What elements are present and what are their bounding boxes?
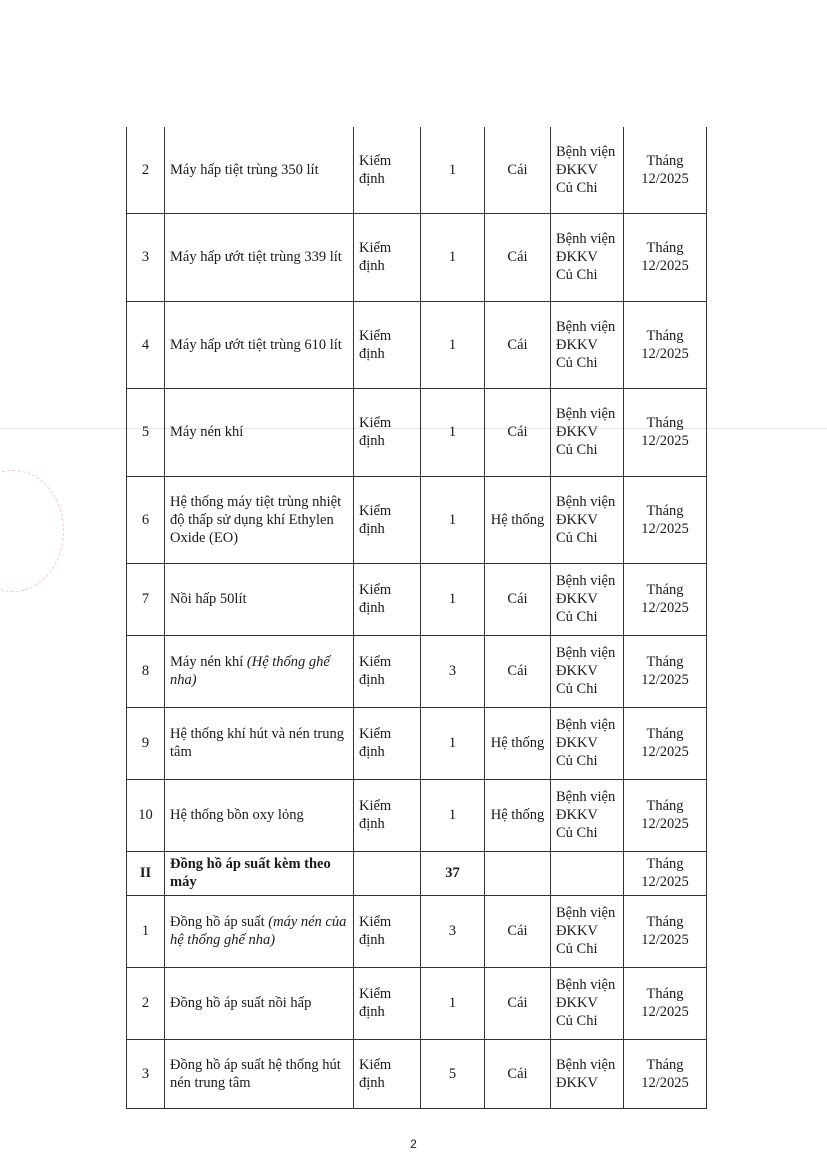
item-name [165, 301, 354, 388]
unit: Cái [485, 895, 551, 967]
schedule-time: Tháng 12/2025 [624, 707, 707, 779]
item-name-text: Máy nén khí [170, 424, 244, 440]
table-row [127, 476, 707, 563]
unit: Hệ thống [485, 707, 551, 779]
item-name [165, 635, 354, 707]
section-time: Tháng 12/2025 [624, 851, 707, 895]
unit: Cái [485, 213, 551, 301]
item-name [165, 707, 354, 779]
schedule-time: Tháng 12/2025 [624, 779, 707, 851]
row-number: 5 [127, 388, 165, 476]
table-row [127, 301, 707, 388]
item-name-text: Máy nén khí [170, 654, 247, 670]
quantity: 5 [421, 1039, 485, 1108]
table-row [127, 967, 707, 1039]
page-number: 2 [410, 1137, 417, 1151]
item-name-text: Máy hấp tiệt trùng 350 lít [170, 161, 319, 178]
location: Bệnh viện ĐKKV Củ Chi [551, 127, 624, 213]
service-type: Kiểm định [354, 967, 421, 1039]
item-name [165, 1039, 354, 1108]
service-type: Kiểm định [354, 563, 421, 635]
schedule-time: Tháng 12/2025 [624, 213, 707, 301]
schedule-time: Tháng 12/2025 [624, 635, 707, 707]
row-number: 1 [127, 895, 165, 967]
table-body [127, 127, 707, 1108]
row-number: 2 [127, 127, 165, 213]
row-number: 9 [127, 707, 165, 779]
service-type: Kiểm định [354, 388, 421, 476]
section-kind-empty [354, 851, 421, 895]
table-row [127, 895, 707, 967]
quantity: 3 [421, 895, 485, 967]
unit: Cái [485, 1039, 551, 1108]
item-name-text: Đồng hồ áp suất hệ thống hút nén trung tâm [170, 1056, 341, 1091]
equipment-table [126, 127, 707, 1109]
schedule-time: Tháng 12/2025 [624, 563, 707, 635]
service-type: Kiểm định [354, 127, 421, 213]
table-row [127, 127, 707, 213]
section-name: Đồng hồ áp suất kèm theo máy [165, 851, 354, 895]
unit: Cái [485, 388, 551, 476]
item-name-text: Nồi hấp 50lít [170, 591, 247, 607]
item-name [165, 127, 354, 213]
row-number: 3 [127, 1039, 165, 1108]
service-type: Kiểm định [354, 301, 421, 388]
quantity: 1 [421, 707, 485, 779]
location: Bệnh viện ĐKKV [551, 1039, 624, 1108]
location: Bệnh viện ĐKKV Củ Chi [551, 707, 624, 779]
item-name [165, 967, 354, 1039]
service-type: Kiểm định [354, 213, 421, 301]
row-number: 3 [127, 213, 165, 301]
location: Bệnh viện ĐKKV Củ Chi [551, 635, 624, 707]
item-name-text: Đồng hồ áp suất nồi hấp [170, 995, 312, 1011]
item-name [165, 563, 354, 635]
table-row [127, 1039, 707, 1108]
schedule-time: Tháng 12/2025 [624, 388, 707, 476]
unit: Cái [485, 127, 551, 213]
item-name [165, 213, 354, 301]
schedule-time: Tháng 12/2025 [624, 967, 707, 1039]
quantity: 1 [421, 127, 485, 213]
row-number: 4 [127, 301, 165, 388]
service-type: Kiểm định [354, 779, 421, 851]
table-row [127, 213, 707, 301]
quantity: 1 [421, 388, 485, 476]
quantity: 1 [421, 476, 485, 563]
section-row [127, 851, 707, 895]
location: Bệnh viện ĐKKV Củ Chi [551, 388, 624, 476]
section-quantity: 37 [421, 851, 485, 895]
quantity: 1 [421, 301, 485, 388]
unit: Cái [485, 301, 551, 388]
service-type: Kiểm định [354, 476, 421, 563]
item-name [165, 388, 354, 476]
item-name-text: Hệ thống máy tiệt trùng nhiệt độ thấp sử dụng khí Ethylen Oxide (EO) [170, 493, 342, 546]
section-number: II [127, 851, 165, 895]
schedule-time: Tháng 12/2025 [624, 895, 707, 967]
quantity: 1 [421, 563, 485, 635]
location: Bệnh viện ĐKKV Củ Chi [551, 967, 624, 1039]
item-name-note: (máy nén của hệ thống ghế nha) [170, 914, 347, 948]
row-number: 2 [127, 967, 165, 1039]
location: Bệnh viện ĐKKV Củ Chi [551, 779, 624, 851]
location: Bệnh viện ĐKKV Củ Chi [551, 213, 624, 301]
location: Bệnh viện ĐKKV Củ Chi [551, 476, 624, 563]
service-type: Kiểm định [354, 895, 421, 967]
schedule-time: Tháng 12/2025 [624, 1039, 707, 1108]
location: Bệnh viện ĐKKV Củ Chi [551, 563, 624, 635]
row-number: 8 [127, 635, 165, 707]
item-name-note: (Hệ thống ghế nha) [170, 654, 330, 688]
item-name-text: Hệ thống khí hút và nén trung tâm [170, 726, 344, 760]
table-row [127, 635, 707, 707]
unit: Cái [485, 563, 551, 635]
item-name [165, 476, 354, 563]
quantity: 1 [421, 213, 485, 301]
location: Bệnh viện ĐKKV Củ Chi [551, 895, 624, 967]
faded-stamp [0, 470, 64, 592]
service-type: Kiểm định [354, 707, 421, 779]
quantity: 3 [421, 635, 485, 707]
item-name-text: Máy hấp ướt tiệt trùng 610 lít [170, 336, 342, 353]
table-row [127, 563, 707, 635]
unit: Cái [485, 635, 551, 707]
quantity: 1 [421, 967, 485, 1039]
table-row [127, 388, 707, 476]
schedule-time: Tháng 12/2025 [624, 476, 707, 563]
location: Bệnh viện ĐKKV Củ Chi [551, 301, 624, 388]
schedule-time: Tháng 12/2025 [624, 127, 707, 213]
table-row [127, 707, 707, 779]
item-name-text: Hệ thống bồn oxy lỏng [170, 807, 304, 823]
row-number: 10 [127, 779, 165, 851]
section-unit-empty [485, 851, 551, 895]
row-number: 7 [127, 563, 165, 635]
item-name-text: Máy hấp ướt tiệt trùng 339 lít [170, 249, 342, 265]
section-location-empty [551, 851, 624, 895]
item-name-text: Đồng hồ áp suất [170, 914, 269, 930]
service-type: Kiểm định [354, 1039, 421, 1108]
unit: Cái [485, 967, 551, 1039]
service-type: Kiểm định [354, 635, 421, 707]
row-number: 6 [127, 476, 165, 563]
quantity: 1 [421, 779, 485, 851]
unit: Hệ thống [485, 779, 551, 851]
table-row [127, 779, 707, 851]
item-name [165, 895, 354, 967]
unit: Hệ thống [485, 476, 551, 563]
item-name [165, 779, 354, 851]
schedule-time: Tháng 12/2025 [624, 301, 707, 388]
